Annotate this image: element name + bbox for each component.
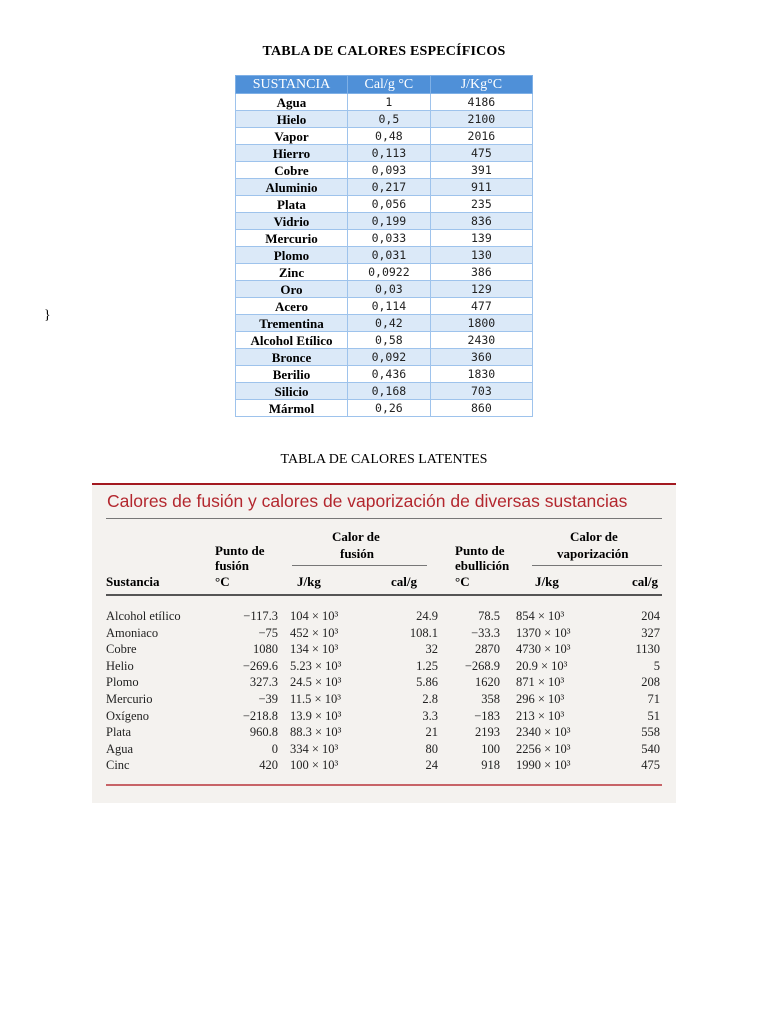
hdr-punto-ebullicion-1: Punto de — [455, 543, 505, 558]
cell-substance: Acero — [236, 298, 348, 315]
cell-vap-jkg: 213 × 10³ — [516, 708, 565, 723]
table-row — [236, 162, 533, 179]
hdr-fusion-jkg: J/kg — [297, 574, 321, 589]
specific-heat-title: TABLA DE CALORES ESPECÍFICOS — [262, 44, 506, 59]
cell-cal-g: 0,0922 — [347, 264, 430, 281]
cell-cal-g: 0,031 — [347, 247, 430, 264]
cell-boiling-point: −268.9 — [464, 658, 500, 673]
table-row — [236, 196, 533, 213]
vap-rule — [532, 565, 662, 566]
cell-substance: Vidrio — [236, 213, 348, 230]
latent-heat-figure — [92, 483, 676, 803]
cell-j-kg: 703 — [430, 383, 532, 400]
cell-cal-g: 0,48 — [347, 128, 430, 145]
hdr-fusion-calg: cal/g — [391, 574, 417, 589]
cell-boiling-point: 100 — [481, 741, 500, 756]
latent-table-heading: Calores de fusión y calores de vaporización de diversas sustancias — [107, 491, 628, 511]
cell-substance: Mármol — [236, 400, 348, 417]
table-row — [236, 298, 533, 315]
cell-melting-point: 420 — [259, 758, 278, 773]
heading-rule — [106, 518, 662, 519]
cell-fusion-calg: 32 — [425, 642, 438, 657]
cell-substance: Amoniaco — [106, 625, 159, 640]
cell-fusion-jkg: 11.5 × 10³ — [290, 692, 341, 706]
cell-substance: Aluminio — [236, 179, 348, 196]
cell-j-kg: 1830 — [430, 366, 532, 383]
table-row — [236, 332, 533, 349]
hdr-calor-vap-2: vaporización — [557, 546, 629, 561]
header-sustancia: SUSTANCIA — [236, 76, 348, 94]
cell-boiling-point: 918 — [481, 758, 500, 773]
fusion-rule — [292, 565, 427, 566]
cell-j-kg: 386 — [430, 264, 532, 281]
cell-substance: Agua — [106, 741, 134, 756]
cell-cal-g: 0,092 — [347, 349, 430, 366]
cell-vap-calg: 204 — [641, 609, 660, 623]
hdr-punto-fusion-1: Punto de — [215, 543, 265, 558]
header-cal-g: Cal/g °C — [347, 76, 430, 94]
cell-melting-point: −117.3 — [243, 609, 278, 623]
cell-boiling-point: 1620 — [475, 675, 500, 690]
cell-boiling-point: −183 — [474, 708, 500, 723]
cell-substance: Plomo — [236, 247, 348, 264]
cell-j-kg: 860 — [430, 400, 532, 417]
cell-fusion-calg: 108.1 — [409, 625, 438, 640]
table-row — [236, 128, 533, 145]
cell-fusion-jkg: 134 × 10³ — [290, 642, 339, 657]
cell-vap-calg: 540 — [641, 741, 660, 756]
cell-cal-g: 0,033 — [347, 230, 430, 247]
cell-vap-calg: 1130 — [635, 642, 660, 657]
cell-vap-calg: 5 — [653, 658, 660, 673]
hdr-punto-ebullicion-2: ebullición — [455, 558, 510, 573]
stray-brace: } — [44, 308, 51, 323]
cell-fusion-calg: 2.8 — [422, 692, 438, 706]
cell-substance: Trementina — [236, 315, 348, 332]
cell-substance: Bronce — [236, 349, 348, 366]
cell-vap-jkg: 871 × 10³ — [516, 675, 565, 690]
table-row — [236, 247, 533, 264]
cell-fusion-jkg: 13.9 × 10³ — [290, 708, 342, 723]
cell-melting-point: −39 — [258, 692, 278, 706]
cell-j-kg: 2016 — [430, 128, 532, 145]
cell-substance: Zinc — [236, 264, 348, 281]
cell-cal-g: 0,03 — [347, 281, 430, 298]
cell-fusion-jkg: 5.23 × 10³ — [290, 658, 342, 673]
table-row — [236, 383, 533, 400]
cell-boiling-point: −33.3 — [471, 625, 500, 640]
hdr-punto-fusion-3: °C — [215, 574, 230, 589]
cell-j-kg: 2100 — [430, 111, 532, 128]
hdr-vap-jkg: J/kg — [535, 574, 559, 589]
cell-substance: Oxígeno — [106, 708, 150, 723]
table-row — [236, 230, 533, 247]
table-row — [236, 213, 533, 230]
cell-vap-jkg: 854 × 10³ — [516, 609, 565, 623]
cell-vap-jkg: 1370 × 10³ — [516, 625, 571, 640]
cell-substance: Cinc — [106, 758, 130, 773]
cell-vap-jkg: 2340 × 10³ — [516, 725, 571, 740]
cell-j-kg: 360 — [430, 349, 532, 366]
cell-melting-point: −218.8 — [242, 708, 278, 723]
cell-fusion-jkg: 88.3 × 10³ — [290, 725, 342, 740]
cell-cal-g: 0,199 — [347, 213, 430, 230]
cell-j-kg: 235 — [430, 196, 532, 213]
table-row — [236, 94, 533, 111]
cell-vap-calg: 558 — [641, 725, 660, 740]
cell-fusion-calg: 3.3 — [422, 708, 438, 723]
cell-substance: Silicio — [236, 383, 348, 400]
cell-substance: Hierro — [236, 145, 348, 162]
cell-vap-calg: 71 — [647, 692, 660, 706]
cell-fusion-jkg: 104 × 10³ — [290, 609, 339, 623]
cell-vap-jkg: 4730 × 10³ — [516, 642, 571, 657]
hdr-vap-calg: cal/g — [632, 574, 658, 589]
cell-fusion-calg: 80 — [425, 741, 438, 756]
cell-cal-g: 0,168 — [347, 383, 430, 400]
cell-fusion-calg: 1.25 — [416, 658, 438, 673]
cell-substance: Mercurio — [106, 692, 153, 706]
cell-fusion-jkg: 452 × 10³ — [290, 625, 339, 640]
table-row — [236, 281, 533, 298]
cell-boiling-point: 358 — [481, 692, 500, 706]
latent-bottom-rule — [106, 784, 662, 786]
cell-vap-jkg: 1990 × 10³ — [516, 758, 571, 773]
cell-substance: Plata — [236, 196, 348, 213]
cell-j-kg: 130 — [430, 247, 532, 264]
header-bottom-rule — [106, 594, 662, 596]
cell-cal-g: 0,5 — [347, 111, 430, 128]
cell-substance: Alcohol Etílico — [236, 332, 348, 349]
cell-boiling-point: 2870 — [475, 642, 500, 657]
cell-fusion-calg: 21 — [425, 725, 438, 740]
cell-cal-g: 1 — [347, 94, 430, 111]
cell-substance: Berilio — [236, 366, 348, 383]
hdr-calor-fusion-2: fusión — [340, 546, 374, 561]
latent-heat-title: TABLA DE CALORES LATENTES — [280, 452, 488, 467]
hdr-calor-vap-1: Calor de — [570, 529, 618, 544]
cell-vap-jkg: 2256 × 10³ — [516, 741, 571, 756]
cell-substance: Plata — [106, 725, 131, 740]
header-j-kg: J/Kg°C — [430, 76, 532, 94]
table-row — [236, 264, 533, 281]
cell-substance: Vapor — [236, 128, 348, 145]
hdr-punto-ebullicion-3: °C — [455, 574, 470, 589]
cell-j-kg: 836 — [430, 213, 532, 230]
cell-substance: Plomo — [106, 675, 139, 690]
cell-j-kg: 391 — [430, 162, 532, 179]
specific-heat-header-row — [236, 76, 533, 94]
cell-cal-g: 0,114 — [347, 298, 430, 315]
cell-j-kg: 911 — [430, 179, 532, 196]
cell-cal-g: 0,436 — [347, 366, 430, 383]
cell-boiling-point: 78.5 — [478, 609, 500, 623]
cell-cal-g: 0,113 — [347, 145, 430, 162]
cell-substance: Cobre — [106, 642, 137, 657]
cell-fusion-jkg: 100 × 10³ — [290, 758, 339, 773]
table-row — [236, 366, 533, 383]
cell-vap-calg: 208 — [641, 675, 660, 690]
cell-cal-g: 0,217 — [347, 179, 430, 196]
cell-melting-point: 0 — [271, 741, 278, 756]
cell-fusion-jkg: 24.5 × 10³ — [290, 675, 342, 690]
cell-vap-calg: 475 — [641, 758, 660, 773]
cell-substance: Agua — [236, 94, 348, 111]
table-row — [236, 111, 533, 128]
specific-heat-table — [235, 75, 533, 417]
cell-fusion-calg: 24.9 — [416, 609, 438, 623]
cell-melting-point: 1080 — [253, 642, 278, 657]
cell-j-kg: 2430 — [430, 332, 532, 349]
specific-heat-body — [236, 94, 533, 417]
hdr-sustancia: Sustancia — [106, 574, 160, 589]
table-row — [236, 400, 533, 417]
cell-substance: Hielo — [236, 111, 348, 128]
table-row — [236, 179, 533, 196]
hdr-calor-fusion-1: Calor de — [332, 529, 380, 544]
cell-cal-g: 0,056 — [347, 196, 430, 213]
cell-j-kg: 1800 — [430, 315, 532, 332]
cell-boiling-point: 2193 — [475, 725, 500, 740]
cell-fusion-calg: 24 — [425, 758, 438, 773]
cell-melting-point: −75 — [258, 625, 278, 640]
cell-cal-g: 0,58 — [347, 332, 430, 349]
cell-fusion-calg: 5.86 — [416, 675, 438, 690]
cell-substance: Oro — [236, 281, 348, 298]
cell-cal-g: 0,26 — [347, 400, 430, 417]
table-row — [236, 349, 533, 366]
cell-vap-jkg: 296 × 10³ — [516, 692, 565, 706]
cell-substance: Cobre — [236, 162, 348, 179]
hdr-punto-fusion-2: fusión — [215, 558, 249, 573]
cell-j-kg: 475 — [430, 145, 532, 162]
cell-vap-calg: 327 — [641, 625, 660, 640]
cell-vap-jkg: 20.9 × 10³ — [516, 658, 568, 673]
cell-j-kg: 129 — [430, 281, 532, 298]
cell-vap-calg: 51 — [647, 708, 660, 723]
cell-substance: Helio — [106, 658, 134, 673]
cell-substance: Alcohol etílico — [106, 609, 181, 623]
cell-j-kg: 477 — [430, 298, 532, 315]
cell-cal-g: 0,42 — [347, 315, 430, 332]
cell-j-kg: 139 — [430, 230, 532, 247]
table-row — [236, 315, 533, 332]
cell-fusion-jkg: 334 × 10³ — [290, 741, 339, 756]
cell-j-kg: 4186 — [430, 94, 532, 111]
cell-substance: Mercurio — [236, 230, 348, 247]
table-row — [236, 145, 533, 162]
cell-melting-point: 327.3 — [249, 675, 278, 690]
cell-melting-point: 960.8 — [249, 725, 278, 740]
cell-melting-point: −269.6 — [242, 658, 278, 673]
cell-cal-g: 0,093 — [347, 162, 430, 179]
